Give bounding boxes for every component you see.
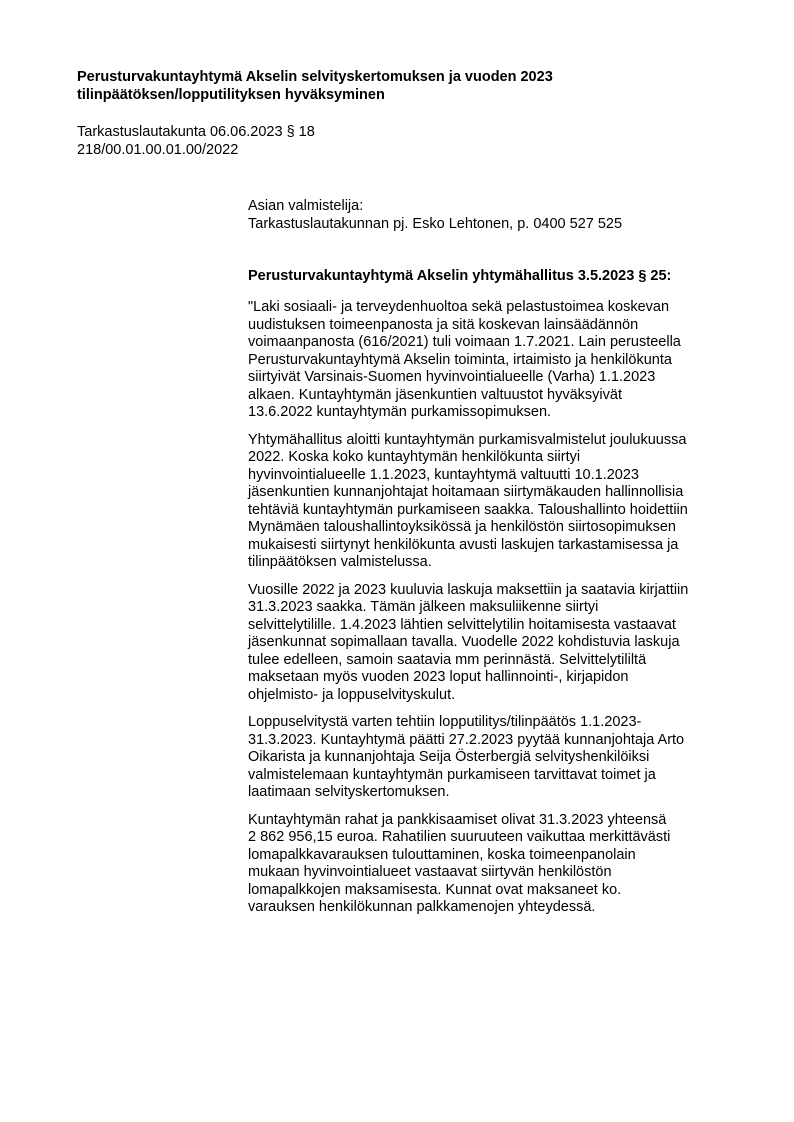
text-line: tilinpäätöksen valmistelussa. — [248, 554, 432, 570]
meeting-line: Tarkastuslautakunta 06.06.2023 § 18 — [77, 124, 315, 140]
preparer-label: Asian valmistelija: — [248, 198, 364, 214]
text-line: ohjelmisto- ja loppuselvityskulut. — [248, 686, 456, 703]
preparer-contact: Tarkastuslautakunnan pj. Esko Lehtonen, p. 0400 527 525 — [248, 215, 623, 232]
preparer-info — [248, 198, 622, 233]
paragraph — [248, 812, 748, 917]
text-line: Mynämäen taloushallintoyksikössä ja henkilöstön siirtosopimuksen — [248, 519, 676, 535]
text-line: tulee edelleen, samoin saatavia mm perinnästä. Selvittelytililtä — [248, 651, 647, 668]
document-title — [77, 69, 717, 104]
text-line: 13.6.2022 kuntayhtymän purkamissopimuksen. — [248, 404, 552, 420]
text-line: uudistuksen toimeenpanosta ja sitä koskevan lainsäädännön — [248, 316, 639, 333]
text-line: mukaan hyvinvointialueet vastaavat siirtyvän henkilöstön — [248, 864, 612, 880]
text-line: voimaanpanosta (616/2021) tuli voimaan 1.7.2021. Lain perusteella — [248, 334, 681, 350]
text-line: Vuosille 2022 ja 2023 kuuluvia laskuja maksettiin ja saatavia kirjattiin — [248, 581, 689, 598]
meeting-reference — [77, 124, 315, 159]
text-line: 31.3.2023 saakka. Tämän jälkeen maksuliikenne siirtyi — [248, 599, 599, 615]
body-text — [248, 299, 748, 927]
text-line: Yhtymähallitus aloitti kuntayhtymän purkamisvalmistelut joulukuussa — [248, 431, 687, 448]
text-line: 2022. Koska koko kuntayhtymän henkilökunta siirtyi — [248, 449, 581, 465]
text-line: selvittelytilille. 1.4.2023 lähtien selvittelytilin hoitamisesta vastaavat — [248, 616, 676, 633]
paragraph — [248, 582, 748, 705]
text-line: siirtyivät Varsinais-Suomen hyvinvointialueelle (Varha) 1.1.2023 — [248, 369, 656, 385]
document-title-line-1: Perusturvakuntayhtymä Akselin selvityskertomuksen ja vuoden 2023 — [77, 69, 553, 85]
paragraph — [248, 714, 748, 802]
document-title-line-2: tilinpäätöksen/lopputilityksen hyväksyminen — [77, 86, 385, 103]
text-line: valmistelemaan kuntayhtymän purkamiseen tarvittavat toimet ja — [248, 766, 656, 783]
text-line: mukaisesti siirtynyt henkilökunta avusti laskujen tarkastamisessa ja — [248, 536, 679, 553]
text-line: Kuntayhtymän rahat ja pankkisaamiset olivat 31.3.2023 yhteensä — [248, 811, 667, 828]
text-line: hyvinvointialueelle 1.1.2023, kuntayhtymä valtuutti 10.1.2023 — [248, 466, 639, 483]
text-line: jäsenkuntien kunnanjohtajat hoitamaan siirtymäkauden hallinnollisia — [248, 484, 684, 500]
text-line: tehtäviä kuntayhtymän purkamiseen saakka. Taloushallinto hoidettiin — [248, 501, 688, 518]
text-line: maksetaan myös vuoden 2023 loput hallinnointi-, kirjapidon — [248, 669, 629, 685]
text-line: "Laki sosiaali- ja terveydenhuoltoa sekä pelastustoimea koskevan — [248, 299, 670, 315]
section-heading: Perusturvakuntayhtymä Akselin yhtymähallitus 3.5.2023 § 25: — [248, 268, 672, 284]
record-number: 218/00.01.00.01.00/2022 — [77, 141, 239, 158]
text-line: Oikarista ja kunnanjohtaja Seija Österbergiä selvityshenkilöiksi — [248, 749, 650, 765]
text-line: laatimaan selvityskertomuksen. — [248, 784, 450, 800]
paragraph — [248, 432, 748, 572]
text-line: Perusturvakuntayhtymä Akselin toiminta, irtaimisto ja henkilökunta — [248, 351, 672, 368]
text-line: lomapalkkojen maksamisesta. Kunnat ovat maksaneet ko. — [248, 881, 622, 898]
text-line: alkaen. Kuntayhtymän jäsenkuntien valtuustot hyväksyivät — [248, 386, 622, 403]
text-line: Loppuselvitystä varten tehtiin lopputilitys/tilinpäätös 1.1.2023- — [248, 714, 642, 730]
paragraph — [248, 299, 748, 422]
text-line: 2 862 956,15 euroa. Rahatilien suuruuteen vaikuttaa merkittävästi — [248, 829, 671, 845]
text-line: varauksen henkilökunnan palkkamenojen yhteydessä. — [248, 899, 596, 915]
text-line: 31.3.2023. Kuntayhtymä päätti 27.2.2023 pyytää kunnanjohtaja Arto — [248, 731, 685, 748]
text-line: lomapalkkavarauksen tulouttaminen, koska toimeenpanolain — [248, 846, 636, 863]
text-line: jäsenkunnat sopimallaan tavalla. Vuodelle 2022 kohdistuvia laskuja — [248, 634, 680, 650]
